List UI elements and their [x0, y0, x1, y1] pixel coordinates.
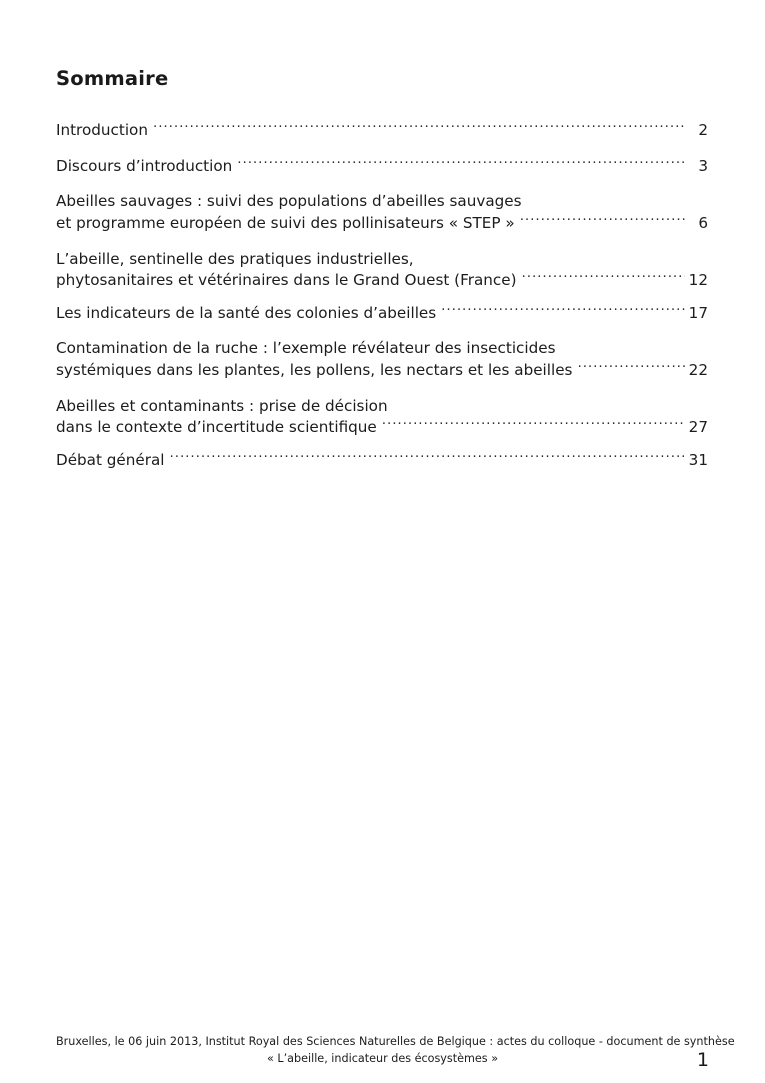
toc-entry-last-line	[56, 156, 708, 178]
toc-entry-page-number: 3	[698, 156, 708, 175]
toc-entry-label: Introduction	[56, 121, 148, 140]
toc-entry-line: Abeilles sauvages : suivi des populations d’abeilles sauvages	[56, 192, 522, 211]
toc-entry-label: Débat général	[56, 451, 165, 469]
toc-entry-page-number: 12	[688, 271, 708, 290]
toc-entry-last-line	[56, 213, 708, 235]
toc-entry-label: Les indicateurs de la santé des colonies d’abeilles	[56, 303, 437, 322]
page-number: 1	[696, 1049, 709, 1071]
toc-entry[interactable]	[56, 396, 708, 439]
dot-leader	[170, 450, 686, 465]
toc-entry[interactable]	[56, 338, 708, 381]
footer-line-1: Bruxelles, le 06 juin 2013, Institut Royal des Sciences Naturelles de Belgique : actes du colloque - document de synthèse	[56, 1035, 735, 1048]
toc-entry-label: phytosanitaires et vétérinaires dans le Grand Ouest (France)	[56, 271, 517, 290]
toc-entry[interactable]	[56, 249, 708, 292]
toc-entry-page-number: 27	[688, 418, 708, 437]
table-of-contents	[56, 120, 708, 486]
page-title: Sommaire	[56, 67, 169, 91]
footer-line-2-row	[56, 1049, 709, 1071]
toc-entry-label: Discours d’introduction	[56, 156, 233, 175]
toc-entry-page-number: 6	[698, 214, 708, 233]
toc-entry-label: et programme européen de suivi des pollinisateurs « STEP »	[56, 214, 515, 233]
toc-entry-line: Abeilles et contaminants : prise de décision	[56, 396, 388, 415]
toc-entry-last-line	[56, 417, 708, 439]
toc-entry[interactable]	[56, 120, 708, 142]
dot-leader	[441, 303, 685, 318]
toc-entry[interactable]	[56, 191, 708, 234]
toc-entry-page-number: 31	[688, 451, 708, 469]
toc-entry-line: Contamination de la ruche : l’exemple révélateur des insecticides	[56, 339, 556, 358]
toc-entry-last-line	[56, 303, 708, 325]
toc-entry-last-line	[56, 270, 708, 292]
toc-entry-label: dans le contexte d’incertitude scientifique	[56, 418, 377, 437]
toc-entry-last-line	[56, 360, 708, 382]
toc-entry[interactable]	[56, 303, 708, 325]
toc-entry[interactable]	[56, 156, 708, 178]
dot-leader	[520, 213, 685, 228]
footer-line-2: « L’abeille, indicateur des écosystèmes »	[266, 1052, 499, 1065]
dot-leader	[237, 156, 685, 171]
toc-entry-page-number: 2	[698, 121, 708, 140]
toc-entry[interactable]	[56, 450, 708, 472]
toc-entry-page-number: 22	[688, 361, 708, 380]
toc-entry-last-line	[56, 120, 708, 142]
toc-entry-label: systémiques dans les plantes, les pollens, les nectars et les abeilles	[56, 361, 573, 380]
page-footer	[56, 1033, 735, 1071]
dot-leader	[577, 360, 685, 375]
toc-entry-page-number: 17	[688, 303, 708, 322]
dot-leader	[153, 120, 685, 135]
toc-entry-last-line	[56, 450, 708, 472]
dot-leader	[522, 270, 686, 285]
toc-entry-line: L’abeille, sentinelle des pratiques industrielles,	[56, 249, 414, 268]
dot-leader	[382, 417, 685, 432]
